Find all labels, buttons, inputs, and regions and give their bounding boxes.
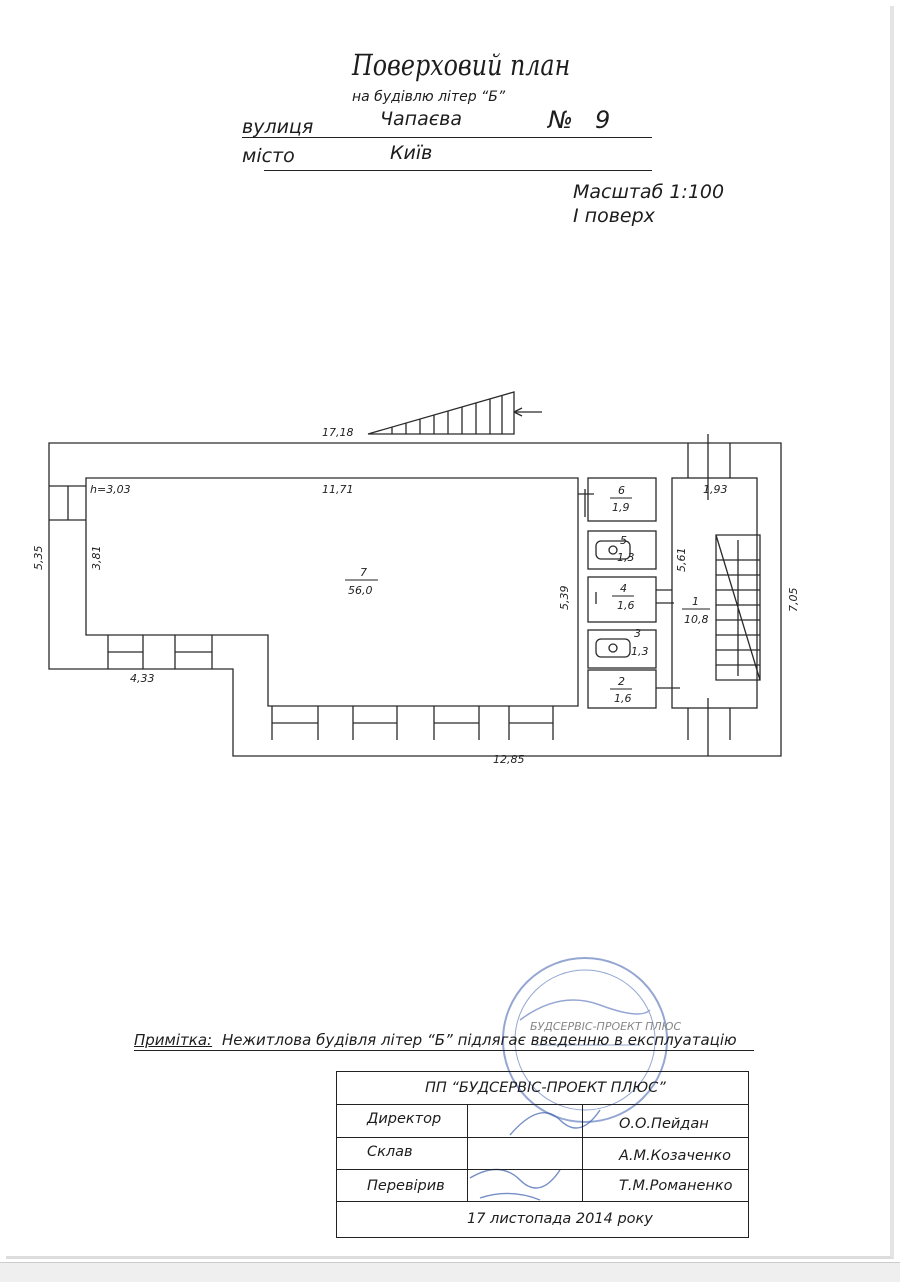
stair-window-top bbox=[688, 443, 730, 478]
name-compiled: А.М.Козаченко bbox=[619, 1148, 732, 1164]
room-3-label bbox=[631, 627, 649, 658]
door-marks bbox=[578, 489, 680, 688]
room-7-number: 7 bbox=[360, 566, 367, 579]
room-3-area: 1,3 bbox=[631, 645, 649, 658]
room-6-number: 6 bbox=[618, 484, 625, 497]
room-3-number: 3 bbox=[634, 627, 641, 640]
dim-left-lower-width: 4,33 bbox=[130, 672, 155, 685]
dim-inner-height: 3,81 bbox=[90, 545, 103, 570]
name-director: О.О.Пейдан bbox=[619, 1116, 709, 1132]
dim-ceiling-height: h=3,03 bbox=[90, 483, 131, 496]
dim-main-depth: 5,39 bbox=[558, 585, 571, 610]
room-1-number: 1 bbox=[692, 595, 699, 608]
room-5-number: 5 bbox=[620, 534, 627, 547]
toilet-3 bbox=[596, 639, 630, 657]
number-value: 9 bbox=[595, 106, 611, 134]
dim-top-length: 17,18 bbox=[322, 426, 354, 439]
role-checked: Перевірив bbox=[367, 1178, 445, 1194]
room-4-label bbox=[612, 582, 635, 612]
stair-room-wall bbox=[672, 478, 757, 708]
room-6-label bbox=[610, 484, 632, 514]
role-director: Директор bbox=[367, 1111, 442, 1127]
stair-window-bottom bbox=[688, 708, 730, 740]
room-1-label bbox=[682, 595, 710, 626]
note-text: Нежитлова будівля літер “Б” підлягає введенню в експлуатацію bbox=[222, 1031, 737, 1049]
room-7-label bbox=[345, 566, 378, 597]
room-2-number: 2 bbox=[618, 675, 625, 688]
room-6-area: 1,9 bbox=[612, 501, 630, 514]
room-4-area: 1,6 bbox=[617, 599, 635, 612]
window-b-4 bbox=[509, 706, 553, 740]
window-b-2 bbox=[353, 706, 397, 740]
room-7-area: 56,0 bbox=[348, 584, 373, 597]
outer-wall bbox=[49, 443, 781, 756]
dim-left-height: 5,35 bbox=[32, 545, 45, 570]
street-value: Чапаєва bbox=[380, 108, 463, 130]
title-block-table bbox=[336, 1071, 749, 1238]
dim-right-height: 7,05 bbox=[787, 587, 800, 612]
seal-text: БУДСЕРВІС-ПРОЕКТ ПЛЮС bbox=[530, 1020, 682, 1033]
note-underline bbox=[134, 1050, 754, 1051]
window-bl-1 bbox=[108, 635, 143, 669]
room-2-label bbox=[610, 675, 632, 705]
note-label: Примітка: bbox=[134, 1031, 213, 1049]
room-1-area: 10,8 bbox=[684, 613, 709, 626]
page-subtitle: на будівлю літер “Б” bbox=[352, 89, 506, 105]
section-wedge bbox=[368, 392, 514, 434]
dim-bottom-length: 12,85 bbox=[493, 753, 525, 766]
company-name: ПП “БУДСЕРВІС-ПРОЕКТ ПЛЮС” bbox=[425, 1080, 666, 1096]
page-title: Поверховий план bbox=[352, 48, 571, 82]
room-5-label bbox=[617, 534, 635, 564]
staircase bbox=[716, 535, 760, 680]
room-2-area: 1,6 bbox=[614, 692, 632, 705]
name-checked: Т.М.Романенко bbox=[619, 1178, 733, 1194]
room-4-number: 4 bbox=[620, 582, 627, 595]
floor-text: I поверх bbox=[573, 205, 655, 227]
city-value: Київ bbox=[390, 142, 433, 164]
city-label: місто bbox=[242, 145, 295, 167]
window-b-3 bbox=[434, 706, 479, 740]
dim-stair-width: 1,93 bbox=[703, 483, 728, 496]
number-label: № bbox=[548, 106, 573, 134]
scale-text: Масштаб 1:100 bbox=[573, 181, 725, 203]
role-compiled: Склав bbox=[367, 1144, 413, 1160]
dim-stair-depth: 5,61 bbox=[675, 547, 688, 572]
window-b-1 bbox=[272, 706, 318, 740]
window-bl-2 bbox=[175, 635, 212, 669]
document-date: 17 листопада 2014 року bbox=[467, 1211, 653, 1227]
room-5-area: 1,3 bbox=[617, 551, 635, 564]
dim-main-width: 11,71 bbox=[322, 483, 354, 496]
left-window bbox=[49, 486, 86, 520]
main-room-wall bbox=[86, 478, 578, 706]
street-label: вулиця bbox=[242, 116, 314, 138]
section-hatch bbox=[392, 396, 502, 434]
